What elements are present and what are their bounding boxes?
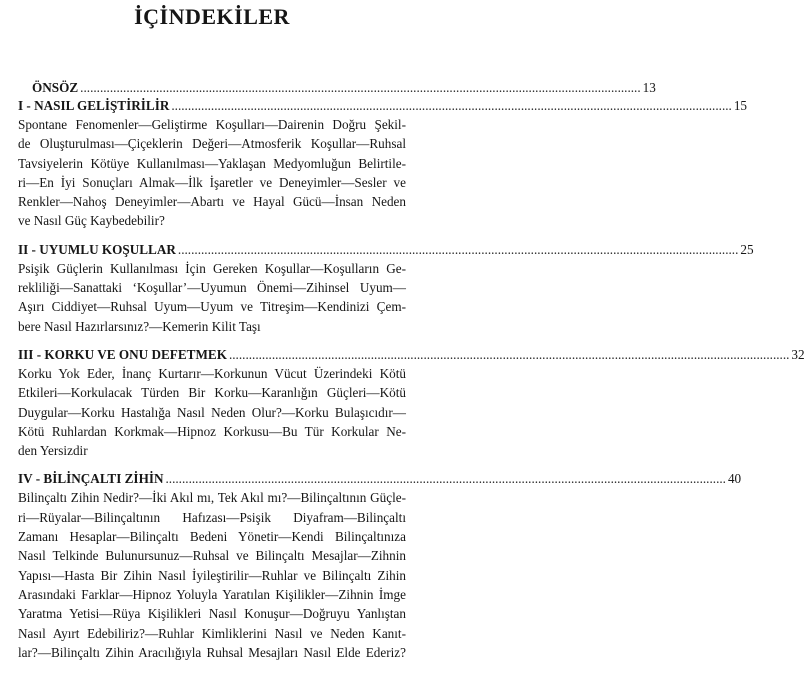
description-line: ve Nasıl Güç Kaybedebilir? [18, 213, 165, 229]
toc-entry-title: I - NASIL GELİŞTİRİLİR [18, 98, 170, 113]
description-line: lar?—Bilinçaltı Zihin Aracılığıyla Ruhsal Mesajları Nasıl Elde Ederiz? [18, 644, 406, 660]
toc-entry-page: 15 [733, 98, 748, 113]
description-line: Yapısı—Hasta Bir Zihin Nasıl İyileştirilir—Ruhlar ve Bilinçaltı Zihin [18, 567, 406, 583]
toc-entry-chapter-3 [18, 346, 805, 460]
toc-entry-heading [18, 241, 754, 258]
toc-entry-title: ÖNSÖZ [32, 80, 79, 95]
leader-dots: .......................................................................................................................................................................... [171, 98, 732, 113]
toc-entry-title: II - UYUMLU KOŞULLAR [18, 241, 176, 257]
description-line: den Yersizdir [18, 443, 88, 459]
description-line: ri—En İyi Sonuçları Almak—İlk İşaretler ve Deneyimler—Sesler ve [18, 174, 406, 190]
toc-entry-preface [18, 80, 656, 96]
description-line: Nasıl Telkinde Bulunursunuz—Ruhsal ve Bilinçaltı Mesajlar—Zihnin [18, 548, 406, 564]
description-line: Tavsiyelerin Kötüye Kullanılması—Yaklaşan Medyomluğun Belirtile- [18, 155, 406, 171]
description-line: Aşırı Ciddiyet—Ruhsal Uyum—Uyum ve Titreşim—Kendinizi Çem- [18, 299, 406, 315]
toc-entry-chapter-1 [18, 98, 748, 231]
description-line: Kötü Ruhlardan Korkmak—Hipnoz Korkusu—Bu Tür Korkular Ne- [18, 423, 406, 439]
description-line: Zamanı Hesaplar—Bilinçaltı Bedeni Yönetir—Kendi Bilinçaltınıza [18, 529, 406, 545]
toc-entry-heading [18, 98, 748, 114]
description-line: Bilinçaltı Zihin Nedir?—İki Akıl mı, Tek Akıl mı?—Bilinçaltının Güçle- [18, 490, 406, 506]
leader-dots: .......................................................................................................................................................................... [165, 471, 726, 487]
page-title: İÇİNDEKİLER [134, 4, 290, 29]
toc-entry-title: IV - BİLİNÇALTI ZİHİN [18, 471, 164, 487]
description-line: de Oluşturulması—Çiçeklerin Değeri—Atmosferik Koşullar—Ruhsal [18, 136, 406, 152]
toc-entry-heading [18, 471, 742, 487]
leader-dots: .......................................................................................................................................................................... [177, 241, 739, 257]
toc-entry-page: 25 [740, 241, 754, 257]
leader-dots: .......................................................................................................................................................................... [80, 80, 641, 95]
description-line: Renkler—Nahoş Deneyimler—Abartı ve Hayal Gücü—İnsan Neden [18, 194, 406, 210]
table-of-contents [18, 80, 805, 673]
toc-entry-description [18, 259, 406, 336]
toc-entry-description [18, 115, 406, 231]
description-line: ri—Rüyalar—Bilinçaltının Hafızası—Psişik Diyafram—Bilinçaltı [18, 509, 406, 525]
description-line: Etkileri—Korkulacak Türden Bir Korku—Karanlığın Güçleri—Kötü [18, 385, 406, 401]
description-line: Duygular—Korku Hastalığa Nasıl Neden Olur?—Korku Bulaşıcıdır— [18, 404, 406, 420]
toc-entry-chapter-2 [18, 241, 754, 336]
description-line: Yaratma Yetisi—Rüya Kişilikleri Nasıl Konuşur—Doğruyu Yanlıştan [18, 606, 406, 622]
toc-entry-description [18, 364, 406, 460]
toc-entry-title: III - KORKU VE ONU DEFETMEK [18, 346, 227, 362]
toc-entry-heading [18, 346, 805, 363]
toc-entry-page: 40 [727, 471, 742, 487]
description-line: Psişik Güçlerin Kullanılması İçin Gereken Koşullar—Koşulların Ge- [18, 260, 406, 276]
description-line: Arasındaki Farklar—Hipnoz Yoluyla Yaratılan Kişilikler—Zihnin İmge [18, 586, 406, 602]
toc-entry-page: 32 [791, 346, 805, 362]
leader-dots: .......................................................................................................................................................................... [228, 346, 790, 362]
description-line: Spontane Fenomenler—Geliştirme Koşulları—Dairenin Doğru Şekil- [18, 117, 406, 132]
description-line: Korku Yok Eder, İnanç Kurtarır—Korkunun Vücut Üzerindeki Kötü [18, 365, 406, 381]
description-line: rekliliği—Sanattaki ‘Koşullar’—Uyumun Önemi—Zihinsel Uyum— [18, 280, 406, 296]
toc-entry-page: 13 [642, 80, 656, 95]
toc-entry-chapter-4 [18, 471, 742, 662]
toc-entry-description [18, 488, 406, 662]
description-line: Nasıl Ayırt Edebiliriz?—Ruhlar Kimliklerini Nasıl ve Neden Kanıt- [18, 625, 406, 641]
toc-entry-heading [18, 80, 656, 96]
description-line: bere Nasıl Hazırlarsınız?—Kemerin Kilit Taşı [18, 318, 261, 334]
